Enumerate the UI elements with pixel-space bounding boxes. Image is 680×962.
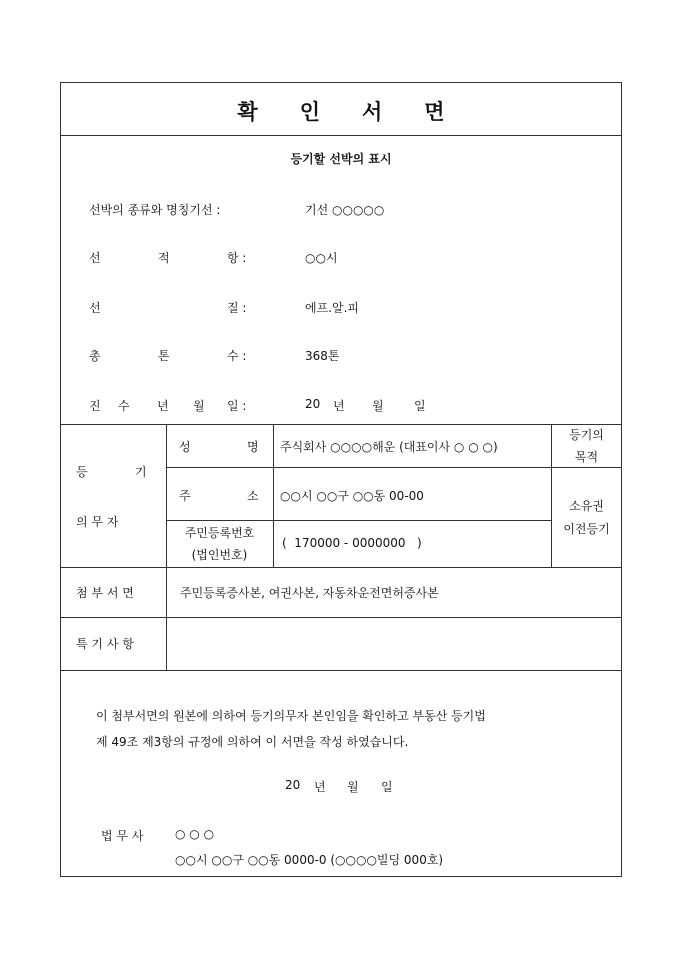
name-label: 명 [247,440,259,454]
gross-tonnage-value: 368톤 [305,349,340,363]
gross-tonnage-label: 총 [89,349,101,363]
signer-address: ○○시 ○○구 ○○동 0000-0 (○○○○빌딩 000호) [175,853,444,867]
divider [551,467,622,468]
hull-material-value: 에프.알.피 [305,301,359,315]
name-label: 성 [179,440,191,454]
attachments-label: 첨 부 서 면 [76,586,134,600]
gross-tonnage-label: 수 : [227,349,247,363]
launch-date-month-unit: 월 [372,399,384,413]
address-value: ○○시 ○○구 ○○동 00-00 [280,489,424,503]
signer-label: 법 무 사 [101,829,144,843]
launch-date-year-unit: 년 [333,399,345,413]
launch-date-label: 월 [193,399,205,413]
statement-date-day-unit: 일 [381,780,393,794]
special-notes-label: 특 기 사 항 [76,637,134,651]
divider [551,424,552,567]
divider [60,567,622,568]
ship-type-name-label: 선박의 종류와 명칭기선 : [89,203,221,217]
address-label: 주 [179,489,191,503]
obligor-label: 의 무 자 [76,515,119,529]
obligor-label: 기 [135,465,147,479]
attachments-value: 주민등록증사본, 여권사본, 자동차운전면허증사본 [180,586,439,600]
registration-purpose-label: 목적 [574,450,599,464]
divider [166,520,551,521]
divider [273,424,274,567]
hull-material-label: 선 [89,301,101,315]
statement-line: 제 49조 제3항의 규정에 의하여 이 서면을 작성 하였습니다. [96,735,409,749]
registration-purpose-label: 등기의 [569,428,604,442]
launch-date-label: 일 : [227,399,247,413]
home-port-value: ○○시 [305,251,338,265]
statement-date-year: 20 [285,778,301,792]
address-label: 소 [247,489,259,503]
launch-date-label: 년 [157,399,169,413]
divider [60,135,622,136]
gross-tonnage-label: 톤 [158,349,170,363]
launch-date-day-unit: 일 [414,399,426,413]
home-port-label: 적 [158,251,170,265]
id-number-label: (법인번호) [191,548,248,562]
divider [60,424,622,425]
statement-date-year-unit: 년 [314,780,326,794]
obligor-label: 등 [76,465,88,479]
launch-date-label: 수 [118,399,130,413]
page-title: 확인서면 [237,100,487,124]
statement-line: 이 첨부서면의 원본에 의하여 등기의무자 본인임을 확인하고 부동산 등기법 [96,709,486,723]
launch-date-year: 20 [305,397,321,411]
statement-date-month-unit: 월 [347,780,359,794]
divider [60,670,622,671]
signer-name: ○ ○ ○ [175,827,215,841]
home-port-label: 항 : [227,251,247,265]
registration-purpose-value: 소유권 [569,499,604,513]
ship-type-name-value: 기선 ○○○○○ [305,203,385,217]
id-number-value: ( 170000 - 0000000 ) [282,536,422,550]
id-number-label: 주민등록번호 [184,526,255,540]
launch-date-label: 진 [89,399,101,413]
hull-material-label: 질 : [227,301,247,315]
divider [166,467,551,468]
name-value: 주식회사 ○○○○해운 (대표이사 ○ ○ ○) [280,440,498,454]
section-title: 등기할 선박의 표시 [290,152,392,166]
registration-purpose-value: 이전등기 [563,522,610,536]
divider [60,617,622,618]
home-port-label: 선 [89,251,101,265]
